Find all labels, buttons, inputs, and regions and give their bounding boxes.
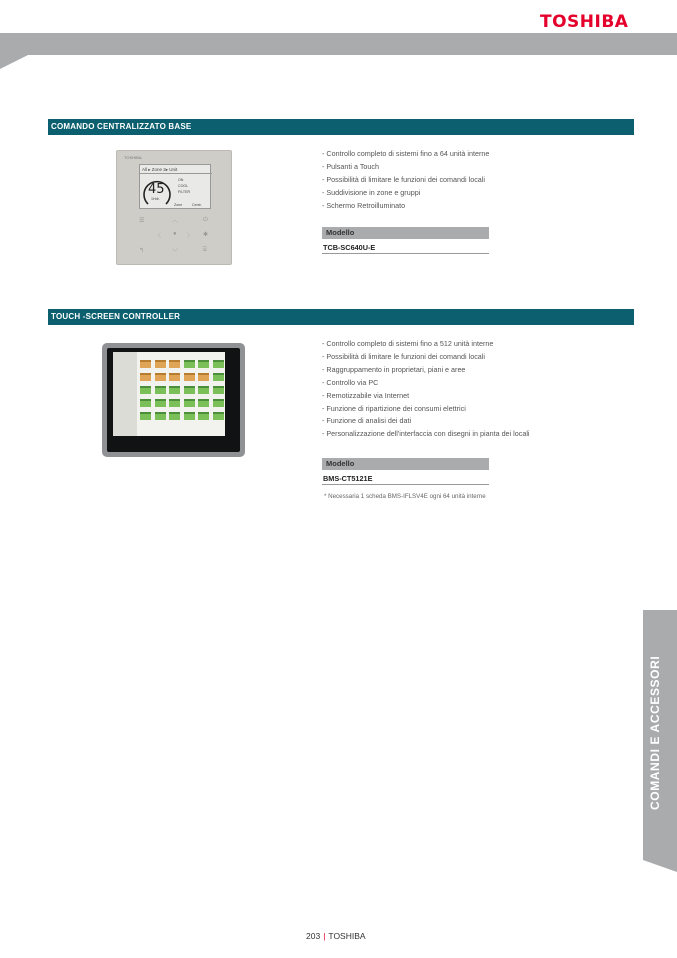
touchscreen-device-image — [102, 343, 245, 457]
footnote: * Necessaria 1 scheda BMS-IFLSV4E ogni 64 unità interne — [324, 493, 486, 500]
fan-icon: ✱ — [203, 232, 209, 238]
status-on: ON — [178, 178, 184, 182]
unit-tile — [155, 373, 166, 381]
unit-tile — [155, 412, 166, 420]
page-number: 203 — [306, 931, 321, 941]
up-arrow-icon: ︿ — [172, 218, 179, 224]
unit-tile — [140, 412, 151, 420]
footer-brand: TOSHIBA — [328, 931, 366, 941]
unit-tile — [213, 360, 224, 368]
model-label: Modello — [322, 227, 489, 239]
unit-tile — [198, 412, 209, 420]
feature-list — [322, 338, 530, 441]
menu-icon: ☰ — [139, 218, 145, 224]
feature-item: - Controllo completo di sistemi fino a 64 unità interne — [322, 148, 489, 161]
unit-tile — [169, 399, 180, 407]
unit-tile — [169, 412, 180, 420]
unit-tile — [140, 373, 151, 381]
device-screen — [113, 352, 225, 436]
feature-item: - Possibilità di limitare le funzioni dei comandi locali — [322, 351, 530, 364]
feature-item: - Schermo Retroilluminato — [322, 200, 489, 213]
side-tab-label: COMANDI E ACCESSORI — [648, 655, 662, 810]
footer-separator: | — [323, 931, 326, 941]
page-footer — [306, 931, 366, 941]
unit-tile — [169, 360, 180, 368]
feature-item: - Funzione di ripartizione dei consumi elettrici — [322, 403, 530, 416]
device-brand: TOSHIBA — [124, 155, 142, 160]
screen-sidebar — [113, 352, 137, 436]
unit-tile — [198, 360, 209, 368]
unit-tile — [213, 412, 224, 420]
model-code: TCB-SC640U-E — [322, 241, 489, 254]
model-label: Modello — [322, 458, 489, 470]
on-off-icon: ⏻ — [203, 217, 208, 223]
feature-item: - Raggruppamento in proprietari, piani e aree — [322, 364, 530, 377]
unit-tile — [184, 373, 195, 381]
feature-item: - Pulsanti a Touch — [322, 161, 489, 174]
back-icon: ↰ — [139, 248, 145, 254]
feature-item: - Possibilità di limitare le funzioni dei comandi locali — [322, 174, 489, 187]
feature-item: - Personalizzazione dell'interfaccia con disegni in pianta dei locali — [322, 428, 530, 441]
unit-tile — [198, 373, 209, 381]
unit-tile — [155, 399, 166, 407]
unit-tile — [184, 399, 195, 407]
controller-device-image — [116, 150, 232, 265]
unit-tile — [169, 373, 180, 381]
unit-tile — [140, 386, 151, 394]
unit-tile — [169, 386, 180, 394]
info-icon: ⌸ — [203, 247, 207, 253]
zone-label: Zone — [174, 203, 183, 207]
model-code: BMS-CT5121E — [322, 472, 489, 485]
device-screen — [139, 164, 211, 209]
header-band — [0, 33, 677, 55]
unit-tile — [198, 386, 209, 394]
feature-list — [322, 148, 489, 213]
unit-tile — [184, 360, 195, 368]
unit-tile — [213, 399, 224, 407]
feature-item: - Funzione di analisi dei dati — [322, 415, 530, 428]
unit-tile — [184, 386, 195, 394]
screen-header: All ▸ Zone 2▸ Unit — [142, 167, 178, 172]
side-tab-tail — [643, 860, 677, 872]
unit-tile — [198, 399, 209, 407]
feature-item: - Remotizzabile via Internet — [322, 390, 530, 403]
unit-tile — [140, 399, 151, 407]
unit-tile — [155, 386, 166, 394]
unit-tile — [140, 360, 151, 368]
unit-tile — [213, 373, 224, 381]
center-dot-icon: ● — [173, 231, 177, 237]
status-mode: COOL — [178, 184, 189, 188]
section-title-bar: COMANDO CENTRALIZZATO BASE — [48, 119, 634, 135]
left-arrow-icon: 〈 — [155, 234, 162, 240]
central-label: Centr. — [192, 203, 202, 207]
status-filter: FILTER — [178, 190, 191, 194]
down-arrow-icon: ﹀ — [172, 250, 179, 256]
section-side-tab — [643, 610, 677, 860]
unit-grid — [140, 360, 224, 420]
right-arrow-icon: 〉 — [187, 234, 194, 240]
temperature-value: 45 — [148, 182, 165, 197]
temperature-unit: 1Hdr. — [151, 197, 160, 201]
toshiba-logo: TOSHIBA — [540, 12, 629, 32]
section-title-bar: TOUCH -SCREEN CONTROLLER — [48, 309, 634, 325]
feature-item: - Controllo completo di sistemi fino a 512 unità interne — [322, 338, 530, 351]
feature-item: - Suddivisione in zone e gruppi — [322, 187, 489, 200]
unit-tile — [184, 412, 195, 420]
unit-tile — [213, 386, 224, 394]
unit-tile — [155, 360, 166, 368]
header-band-tail — [0, 55, 28, 69]
feature-item: - Controllo via PC — [322, 377, 530, 390]
